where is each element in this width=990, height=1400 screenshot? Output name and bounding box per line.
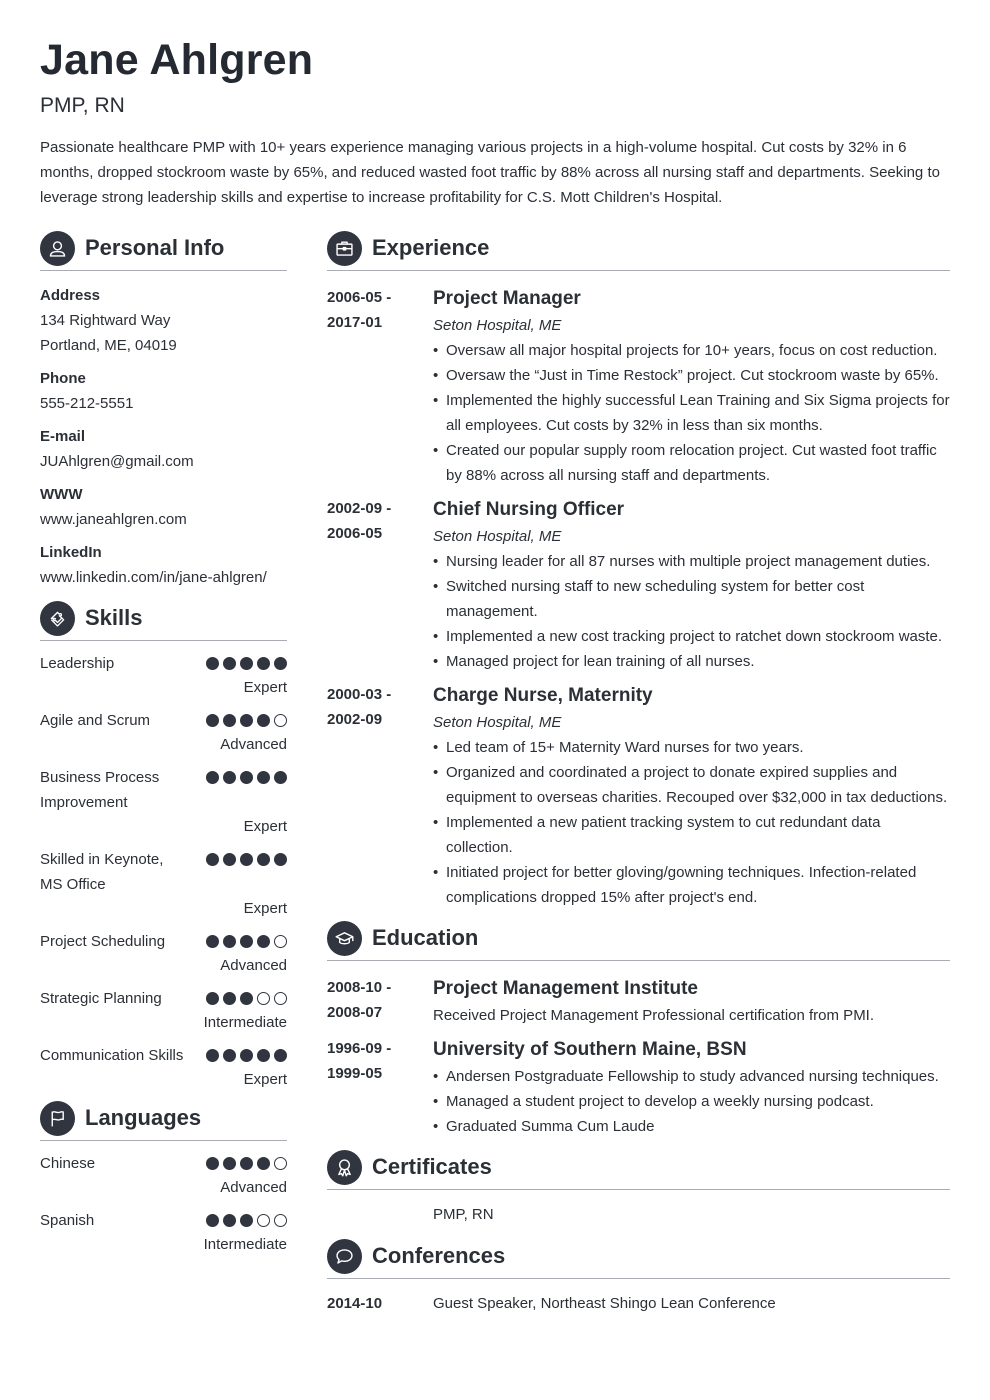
filled-dot (206, 1214, 219, 1227)
rating-level: Advanced (220, 957, 287, 974)
rating-dots (206, 714, 287, 727)
filled-dot (206, 771, 219, 784)
resume-name: Jane Ahlgren (40, 36, 314, 84)
filled-dot (240, 1214, 253, 1227)
certificates-date-spacer (327, 1202, 433, 1227)
filled-dot (257, 771, 270, 784)
filled-dot (223, 1049, 236, 1062)
rating-row (40, 986, 287, 1011)
flag-icon (40, 1101, 75, 1136)
filled-dot (223, 853, 236, 866)
rating-level: Expert (243, 818, 287, 835)
languages-header (40, 1100, 287, 1141)
empty-dot (274, 714, 287, 727)
filled-dot (206, 935, 219, 948)
filled-dot (257, 935, 270, 948)
bullet-item: • Andersen Postgraduate Fellowship to study advanced nursing techniques. (433, 1064, 950, 1089)
bullet-item: • Organized and coordinated a project to donate expired supplies and equipment to overseas charities. Recouped over $32,000 in tax deductions. (433, 760, 950, 810)
bullet-item: • Managed project for lean training of all nurses. (433, 649, 950, 674)
bullet-item: • Switched nursing staff to new scheduling system for better cost management. (433, 574, 950, 624)
certificates-section (327, 1149, 950, 1227)
education-entry (327, 1036, 950, 1139)
personal-info-header (40, 230, 287, 271)
experience-entry (327, 682, 950, 910)
education-title: Education (372, 925, 479, 950)
rating-row (40, 847, 287, 897)
rating-dots (206, 1157, 287, 1170)
entry-date-end: 2017-01 (327, 314, 383, 331)
rating-name: Strategic Planning (40, 990, 162, 1007)
entry-date-start: 1996-09 - (327, 1040, 392, 1057)
bullet-item: • Graduated Summa Cum Laude (433, 1114, 950, 1139)
skill-item (40, 986, 287, 1034)
entry-title: Project Manager (433, 288, 581, 309)
entry-date-start: 2000-03 - (327, 686, 392, 703)
rating-row (40, 929, 287, 954)
filled-dot (240, 853, 253, 866)
certificates-header (327, 1149, 950, 1190)
rating-level: Intermediate (203, 1236, 287, 1253)
filled-dot (206, 992, 219, 1005)
rating-name: Spanish (40, 1212, 95, 1229)
entry-date (327, 496, 433, 674)
filled-dot (274, 657, 287, 670)
briefcase-icon (327, 231, 362, 266)
rating-name: Project Scheduling (40, 933, 166, 950)
filled-dot (206, 1049, 219, 1062)
entry-date-start: 2002-09 - (327, 500, 392, 517)
rating-row (40, 1151, 287, 1176)
rating-dots (206, 771, 287, 784)
conferences-section (327, 1238, 950, 1316)
filled-dot (257, 657, 270, 670)
rating-name: Leadership (40, 655, 115, 672)
skill-item (40, 708, 287, 756)
filled-dot (274, 853, 287, 866)
entry-organization: Seton Hospital, ME (433, 714, 562, 731)
rating-row (40, 1208, 287, 1233)
puzzle-icon (40, 601, 75, 636)
rating-name: Chinese (40, 1155, 96, 1172)
entry-description: Received Project Management Professional certification from PMI. (433, 1007, 875, 1024)
entry-title: Project Management Institute (433, 978, 698, 999)
rating-dots (206, 992, 287, 1005)
empty-dot (274, 992, 287, 1005)
filled-dot (206, 1157, 219, 1170)
entry-date-end: 2006-05 (327, 525, 383, 542)
skills-list (40, 651, 287, 1091)
conferences-list (327, 1291, 950, 1316)
filled-dot (257, 1157, 270, 1170)
filled-dot (257, 1049, 270, 1062)
entry-date-start: 2008-10 - (327, 979, 392, 996)
graduation-cap-icon (327, 921, 362, 956)
filled-dot (206, 657, 219, 670)
entry-date-end: 2008-07 (327, 1004, 383, 1021)
www-link[interactable]: www.janeahlgren.com (40, 511, 187, 528)
personal-info-section (40, 230, 287, 590)
skill-item (40, 929, 287, 977)
education-list (327, 975, 950, 1139)
certificates-text: PMP, RN (433, 1206, 494, 1223)
address-line2: Portland, ME, 04019 (40, 337, 177, 354)
entry-bullets (433, 735, 950, 910)
experience-section (327, 230, 950, 910)
bullet-item: • Led team of 15+ Maternity Ward nurses for two years. (433, 735, 950, 760)
conferences-header (327, 1238, 950, 1279)
filled-dot (223, 935, 236, 948)
bullet-item: • Implemented a new cost tracking project to ratchet down stockroom waste. (433, 624, 950, 649)
skill-item (40, 651, 287, 699)
filled-dot (240, 657, 253, 670)
right-column (327, 230, 950, 1316)
languages-list (40, 1151, 287, 1256)
rating-row (40, 1043, 287, 1068)
empty-dot (274, 935, 287, 948)
filled-dot (240, 992, 253, 1005)
skill-item (40, 765, 287, 838)
education-header (327, 920, 950, 961)
conference-date: 2014-10 (327, 1295, 383, 1312)
rating-dots (206, 935, 287, 948)
empty-dot (274, 1157, 287, 1170)
entry-body (433, 496, 950, 674)
filled-dot (223, 1157, 236, 1170)
email-label: E-mail (40, 428, 86, 445)
rating-dots (206, 853, 287, 866)
rating-row (40, 651, 287, 676)
filled-dot (257, 853, 270, 866)
filled-dot (223, 657, 236, 670)
entry-title: Charge Nurse, Maternity (433, 685, 653, 706)
rating-row (40, 765, 287, 815)
left-column (40, 230, 287, 1265)
languages-title: Languages (85, 1105, 202, 1130)
entry-date (327, 285, 433, 488)
entry-date (327, 975, 433, 1028)
filled-dot (240, 771, 253, 784)
entry-title: Chief Nursing Officer (433, 499, 625, 520)
skill-item (40, 1043, 287, 1091)
filled-dot (257, 714, 270, 727)
bullet-item: • Initiated project for better gloving/gowning techniques. Infection-related complications dropped 15% after project's end. (433, 860, 950, 910)
empty-dot (257, 1214, 270, 1227)
filled-dot (240, 1157, 253, 1170)
rating-row (40, 708, 287, 733)
phone-value: 555-212-5551 (40, 395, 134, 412)
entry-organization: Seton Hospital, ME (433, 317, 562, 334)
personal-info-title: Personal Info (85, 235, 225, 260)
email-link[interactable]: JUAhlgren@gmail.com (40, 453, 194, 470)
conference-entry (327, 1291, 950, 1316)
rating-level: Advanced (220, 1179, 287, 1196)
entry-bullets (433, 1064, 950, 1139)
language-item (40, 1208, 287, 1256)
filled-dot (223, 771, 236, 784)
filled-dot (274, 1049, 287, 1062)
entry-body (433, 975, 950, 1028)
filled-dot (206, 714, 219, 727)
filled-dot (206, 853, 219, 866)
bullet-item: • Oversaw all major hospital projects for 10+ years, focus on cost reduction. (433, 338, 950, 363)
filled-dot (274, 771, 287, 784)
empty-dot (274, 1214, 287, 1227)
language-item (40, 1151, 287, 1199)
entry-title: University of Southern Maine, BSN (433, 1039, 747, 1060)
skills-section (40, 600, 287, 1091)
rating-level: Expert (243, 679, 287, 696)
rating-name: Skilled in Keynote, MS Office (40, 851, 164, 893)
conferences-title: Conferences (372, 1243, 506, 1268)
filled-dot (240, 714, 253, 727)
certificates-title: Certificates (372, 1154, 492, 1179)
bullet-item: • Managed a student project to develop a weekly nursing podcast. (433, 1089, 950, 1114)
filled-dot (223, 992, 236, 1005)
bullet-item: • Created our popular supply room relocation project. Cut wasted foot traffic by 88% across all nursing staff and departments. (433, 438, 950, 488)
entry-body (433, 1036, 950, 1139)
entry-date-end: 1999-05 (327, 1065, 383, 1082)
entry-date (327, 682, 433, 910)
linkedin-label: LinkedIn (40, 544, 102, 561)
entry-date (327, 1036, 433, 1139)
languages-section (40, 1100, 287, 1256)
entry-body (433, 285, 950, 488)
filled-dot (240, 935, 253, 948)
filled-dot (223, 1214, 236, 1227)
skills-header (40, 600, 287, 641)
person-icon (40, 231, 75, 266)
address-line1: 134 Rightward Way (40, 312, 171, 329)
experience-list (327, 285, 950, 910)
speech-bubble-icon (327, 1239, 362, 1274)
empty-dot (257, 992, 270, 1005)
entry-organization: Seton Hospital, ME (433, 528, 562, 545)
rating-name: Business Process Improvement (40, 769, 160, 811)
phone-label: Phone (40, 370, 86, 387)
filled-dot (223, 714, 236, 727)
rating-name: Agile and Scrum (40, 712, 151, 729)
rating-dots (206, 1049, 287, 1062)
rating-dots (206, 657, 287, 670)
education-entry (327, 975, 950, 1028)
entry-date-end: 2002-09 (327, 711, 383, 728)
education-section (327, 920, 950, 1139)
linkedin-link[interactable]: www.linkedin.com/in/jane-ahlgren/ (40, 569, 267, 586)
address-label: Address (40, 287, 101, 304)
award-icon (327, 1150, 362, 1185)
conference-text: Guest Speaker, Northeast Shingo Lean Conference (433, 1295, 776, 1312)
experience-header (327, 230, 950, 271)
rating-level: Expert (243, 1071, 287, 1088)
bullet-item: • Implemented the highly successful Lean Training and Six Sigma projects for all employees. Cut costs by 32% in less than six months. (433, 388, 950, 438)
experience-entry (327, 285, 950, 488)
experience-title: Experience (372, 235, 490, 260)
bullet-item: • Implemented a new patient tracking system to cut redundant data collection. (433, 810, 950, 860)
rating-level: Expert (243, 900, 287, 917)
entry-bullets (433, 338, 950, 488)
rating-level: Advanced (220, 736, 287, 753)
skill-item (40, 847, 287, 920)
bullet-item: • Oversaw the “Just in Time Restock” project. Cut stockroom waste by 65%. (433, 363, 950, 388)
entry-body (433, 682, 950, 910)
www-label: WWW (40, 486, 83, 503)
rating-level: Intermediate (203, 1014, 287, 1031)
resume-credentials: PMP, RN (40, 94, 125, 117)
entry-bullets (433, 549, 950, 674)
experience-entry (327, 496, 950, 674)
entry-date-start: 2006-05 - (327, 289, 392, 306)
filled-dot (240, 1049, 253, 1062)
resume-summary: Passionate healthcare PMP with 10+ years experience managing various projects in a high-volume hospital. Cut costs by 32% in 6 months, dropped stockroom waste by 65%, and reduced wasted foot traffic by 88% across all nursing staff and departments. Seeking to leverage strong leadership skills and expertise to increase profitability for C.S. Mott Children's Hospital. (40, 139, 940, 206)
rating-name: Communication Skills (40, 1047, 184, 1064)
skills-title: Skills (85, 605, 143, 630)
rating-dots (206, 1214, 287, 1227)
bullet-item: • Nursing leader for all 87 nurses with multiple project management duties. (433, 549, 950, 574)
